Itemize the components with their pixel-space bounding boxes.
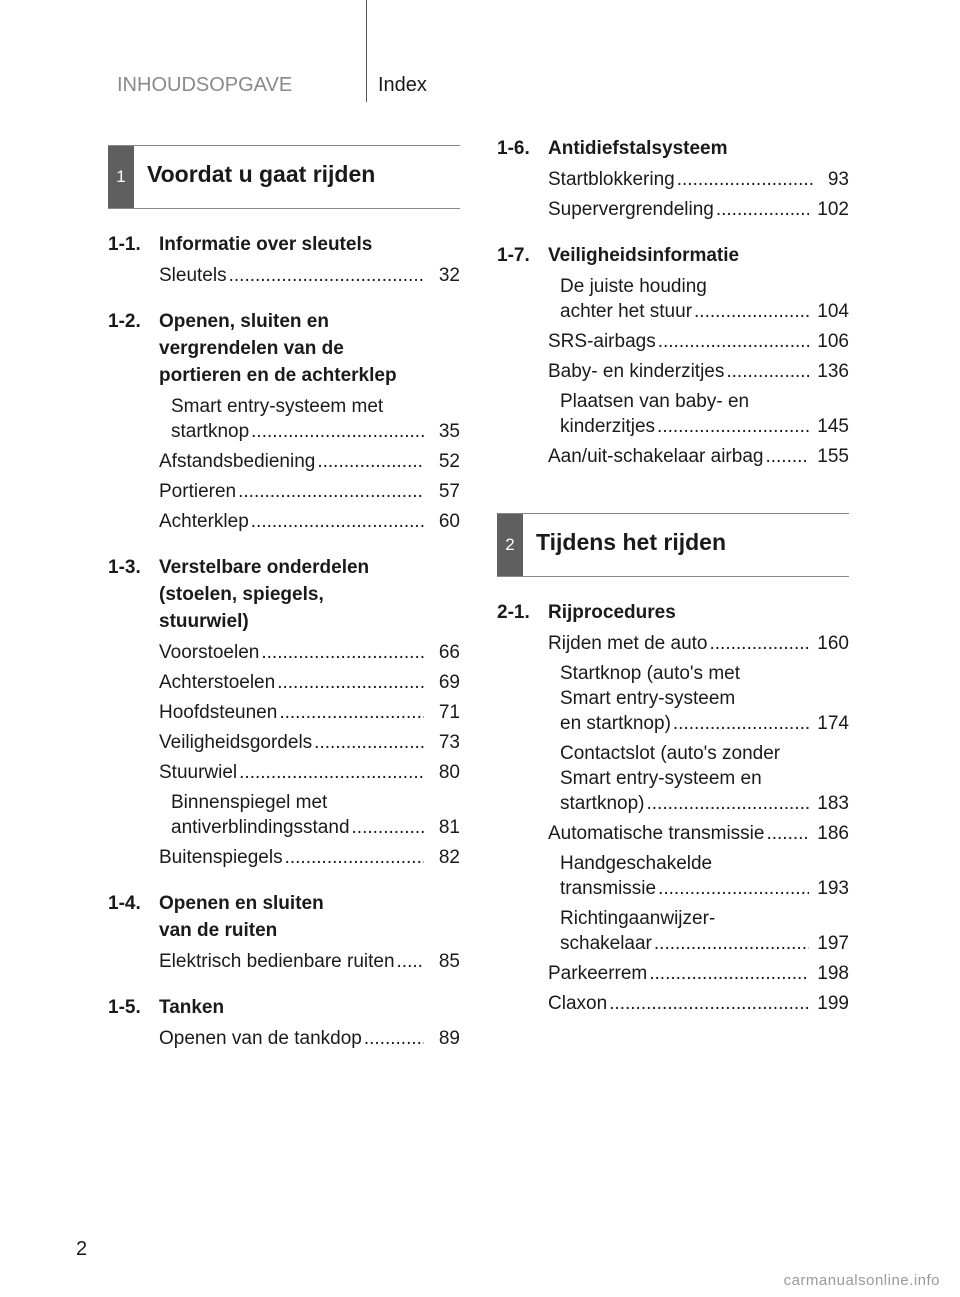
group-title-line: Antidiefstalsysteem	[548, 138, 728, 159]
entry-row	[159, 760, 460, 785]
toc-entry-link[interactable]	[108, 479, 460, 504]
toc-entry-link[interactable]	[497, 197, 849, 222]
entry-page-number: 174	[817, 713, 849, 734]
entry-page-number: 60	[438, 511, 460, 532]
entry-text-line: Sleutels	[159, 265, 227, 286]
dot-leader	[364, 1026, 424, 1051]
entry-text-line: De juiste houding	[560, 276, 707, 297]
entry-row	[159, 700, 460, 725]
entry-text-line: Voorstoelen	[159, 642, 260, 663]
group-title-line: Rijprocedures	[548, 602, 676, 623]
entry-page-number: 82	[438, 847, 460, 868]
entry-text-line: Smart entry-systeem	[560, 688, 736, 709]
entry-page-number: 183	[817, 793, 849, 814]
entry-page-number: 198	[817, 963, 849, 984]
group-title	[159, 308, 460, 389]
toc-entry-link[interactable]	[108, 949, 460, 974]
entry-row	[159, 449, 460, 474]
entry-page-number: 69	[438, 672, 460, 693]
entry-page-number: 199	[817, 993, 849, 1014]
toc-column-right-top	[497, 135, 849, 489]
toc-entry-link[interactable]	[108, 1026, 460, 1051]
entry-row	[548, 821, 849, 846]
nav-index-link[interactable]: Index	[378, 74, 427, 96]
group-title-line: van de ruiten	[159, 920, 278, 941]
group-number: 2-1.	[497, 602, 530, 623]
dot-leader	[352, 815, 424, 840]
entry-row	[548, 991, 849, 1016]
entry-text-line: Claxon	[548, 993, 608, 1014]
toc-entry-link[interactable]	[108, 730, 460, 755]
toc-entry-link[interactable]	[497, 389, 849, 439]
group-heading	[108, 231, 460, 258]
entry-row	[159, 419, 460, 444]
toc-entry-link[interactable]	[497, 961, 849, 986]
entry-page-number: 193	[817, 878, 849, 899]
nav-contents-link[interactable]: INHOUDSOPGAVE	[117, 74, 293, 96]
group-heading	[497, 599, 849, 626]
entry-page-number: 85	[438, 951, 460, 972]
entry-row	[548, 299, 849, 324]
entry-text-line: Binnenspiegel met	[171, 792, 328, 813]
group-number: 1-1.	[108, 234, 141, 255]
group-title	[548, 135, 849, 162]
dot-leader	[694, 299, 809, 324]
entry-row	[548, 167, 849, 192]
entry-page-number: 80	[438, 762, 460, 783]
entry-page-number: 102	[817, 199, 849, 220]
toc-entry-link[interactable]	[497, 991, 849, 1016]
entry-page-number: 104	[817, 301, 849, 322]
dot-leader	[657, 414, 809, 439]
section-header-2	[497, 513, 849, 577]
entry-page-number: 93	[827, 169, 849, 190]
dot-leader	[277, 670, 424, 695]
toc-group	[497, 599, 849, 1016]
entry-text-line: Handgeschakelde	[560, 853, 713, 874]
entry-row	[548, 414, 849, 439]
entry-row	[548, 961, 849, 986]
dot-leader	[251, 509, 424, 534]
entry-row	[548, 329, 849, 354]
entry-row	[159, 670, 460, 695]
toc-entry-link[interactable]	[108, 760, 460, 785]
entry-text-line: Veiligheidsgordels	[159, 732, 313, 753]
section-number: 1	[108, 146, 134, 208]
entry-row	[548, 711, 849, 736]
toc-column-left	[108, 231, 460, 1071]
dot-leader	[285, 845, 424, 870]
dot-leader	[765, 444, 809, 469]
entry-text-line: Startblokkering	[548, 169, 675, 190]
dot-leader	[654, 931, 809, 956]
group-title-line: Veiligheidsinformatie	[548, 245, 740, 266]
group-title-line: stuurwiel)	[159, 611, 249, 632]
entry-text-line: Automatische transmissie	[548, 823, 765, 844]
toc-entry-link[interactable]	[108, 640, 460, 665]
group-heading	[108, 994, 460, 1021]
entry-page-number: 89	[438, 1028, 460, 1049]
dot-leader	[658, 876, 809, 901]
toc-entry-link[interactable]	[108, 700, 460, 725]
group-title-line: Tanken	[159, 997, 225, 1018]
toc-group	[108, 308, 460, 534]
dot-leader	[649, 961, 809, 986]
group-title-line: Informatie over sleutels	[159, 234, 373, 255]
section-number: 2	[497, 514, 523, 576]
group-title-line: Verstelbare onderdelen	[159, 557, 370, 578]
page-number: 2	[76, 1238, 88, 1260]
entry-text-line: Richtingaanwijzer-	[560, 908, 716, 929]
entry-page-number: 160	[817, 633, 849, 654]
section-title: Tijdens het rijden	[536, 529, 726, 555]
entry-row	[548, 631, 849, 656]
entry-text-line: en startknop)	[560, 713, 671, 734]
toc-column-right-bottom	[497, 599, 849, 1036]
dot-leader	[261, 640, 424, 665]
toc-entry-link[interactable]	[108, 263, 460, 288]
toc-entry-link[interactable]	[497, 274, 849, 324]
group-title	[159, 554, 460, 635]
dot-leader	[279, 700, 424, 725]
dot-leader	[646, 791, 809, 816]
toc-group	[108, 231, 460, 288]
toc-entry-link[interactable]	[497, 851, 849, 901]
entry-text-line: Smart entry-systeem met	[171, 396, 384, 417]
group-title	[159, 231, 460, 258]
toc-entry-link[interactable]	[108, 449, 460, 474]
toc-group	[108, 890, 460, 974]
toc-entry-link[interactable]	[497, 329, 849, 354]
group-heading	[497, 135, 849, 162]
entry-page-number: 136	[817, 361, 849, 382]
toc-entry-link[interactable]	[497, 821, 849, 846]
entry-text-line: Contactslot (auto's zonder	[560, 743, 781, 764]
entry-text-line: Afstandsbediening	[159, 451, 316, 472]
group-number: 1-2.	[108, 311, 141, 332]
group-number: 1-7.	[497, 245, 530, 266]
entry-row	[159, 479, 460, 504]
dot-leader	[239, 760, 424, 785]
group-title-line: vergrendelen van de	[159, 338, 344, 359]
group-title	[159, 890, 460, 944]
entry-page-number: 81	[438, 817, 460, 838]
entry-row	[159, 845, 460, 870]
entry-row	[548, 197, 849, 222]
section-header-1	[108, 145, 460, 209]
entry-row	[159, 1026, 460, 1051]
entry-text-line: SRS-airbags	[548, 331, 656, 352]
group-heading	[108, 554, 460, 635]
group-title	[159, 994, 460, 1021]
toc-entry-link[interactable]	[108, 670, 460, 695]
entry-text-line: achter het stuur	[560, 301, 693, 322]
dot-leader	[658, 329, 810, 354]
entry-row	[159, 263, 460, 288]
toc-entry-link[interactable]	[497, 631, 849, 656]
watermark: carmanualsonline.info	[783, 1272, 940, 1289]
entry-page-number: 35	[438, 421, 460, 442]
dot-leader	[229, 263, 424, 288]
dot-leader	[726, 359, 809, 384]
dot-leader	[766, 821, 809, 846]
entry-text-line: Supervergrendeling	[548, 199, 714, 220]
entry-text-line: transmissie	[560, 878, 657, 899]
toc-group	[108, 554, 460, 870]
toc-group	[108, 994, 460, 1051]
entry-text-line: Startknop (auto's met	[560, 663, 740, 684]
dot-leader	[251, 419, 424, 444]
entry-page-number: 197	[817, 933, 849, 954]
entry-text-line: Baby- en kinderzitjes	[548, 361, 725, 382]
group-title	[548, 599, 849, 626]
entry-text-line: Buitenspiegels	[159, 847, 283, 868]
toc-entry-link[interactable]	[108, 790, 460, 840]
entry-page-number: 32	[438, 265, 460, 286]
dot-leader	[716, 197, 809, 222]
dot-leader	[317, 449, 424, 474]
entry-page-number: 52	[438, 451, 460, 472]
entry-page-number: 145	[817, 416, 849, 437]
entry-text-line: schakelaar	[560, 933, 652, 954]
entry-page-number: 106	[817, 331, 849, 352]
group-title-line: (stoelen, spiegels,	[159, 584, 324, 605]
nav-divider	[366, 0, 367, 102]
entry-row	[548, 791, 849, 816]
dot-leader	[314, 730, 424, 755]
entry-row	[548, 931, 849, 956]
group-title-line: portieren en de achterklep	[159, 365, 397, 386]
group-title-line: Openen en sluiten	[159, 893, 324, 914]
entry-row	[548, 359, 849, 384]
entry-row	[159, 640, 460, 665]
entry-text-line: kinderzitjes	[560, 416, 656, 437]
group-number: 1-4.	[108, 893, 141, 914]
dot-leader	[238, 479, 424, 504]
entry-text-line: Hoofdsteunen	[159, 702, 278, 723]
entry-text-line: Achterstoelen	[159, 672, 276, 693]
entry-text-line: startknop)	[560, 793, 645, 814]
toc-entry-link[interactable]	[108, 394, 460, 444]
toc-entry-link[interactable]	[497, 444, 849, 469]
entry-text-line: Stuurwiel	[159, 762, 238, 783]
entry-text-line: Portieren	[159, 481, 237, 502]
group-number: 1-3.	[108, 557, 141, 578]
entry-text-line: Openen van de tankdop	[159, 1028, 362, 1049]
entry-text-line: Plaatsen van baby- en	[560, 391, 750, 412]
entry-row	[159, 730, 460, 755]
entry-row	[159, 509, 460, 534]
entry-page-number: 57	[438, 481, 460, 502]
entry-text-line: Achterklep	[159, 511, 249, 532]
dot-leader	[609, 991, 809, 1016]
entry-text-line: Elektrisch bedienbare ruiten	[159, 951, 395, 972]
entry-row	[159, 815, 460, 840]
dot-leader	[673, 711, 809, 736]
group-number: 1-5.	[108, 997, 141, 1018]
entry-text-line: startknop	[171, 421, 250, 442]
group-title-line: Openen, sluiten en	[159, 311, 329, 332]
dot-leader	[397, 949, 424, 974]
toc-entry-link[interactable]	[497, 661, 849, 736]
group-heading	[497, 242, 849, 269]
section-title: Voordat u gaat rijden	[147, 161, 376, 187]
entry-page-number: 155	[817, 446, 849, 467]
toc-group	[497, 242, 849, 469]
dot-leader	[677, 167, 813, 192]
entry-page-number: 73	[438, 732, 460, 753]
group-heading	[108, 308, 460, 389]
entry-row	[159, 949, 460, 974]
group-title	[548, 242, 849, 269]
entry-page-number: 71	[438, 702, 460, 723]
toc-entry-link[interactable]	[497, 906, 849, 956]
toc-entry-link[interactable]	[497, 741, 849, 816]
dot-leader	[710, 631, 810, 656]
entry-text-line: Smart entry-systeem en	[560, 768, 762, 789]
toc-entry-link[interactable]	[108, 845, 460, 870]
toc-entry-link[interactable]	[497, 359, 849, 384]
entry-text-line: Aan/uit-schakelaar airbag	[548, 446, 764, 467]
entry-row	[548, 444, 849, 469]
group-number: 1-6.	[497, 138, 530, 159]
entry-row	[548, 876, 849, 901]
toc-entry-link[interactable]	[497, 167, 849, 192]
entry-page-number: 186	[817, 823, 849, 844]
toc-entry-link[interactable]	[108, 509, 460, 534]
group-heading	[108, 890, 460, 944]
entry-text-line: antiverblindingsstand	[171, 817, 350, 838]
entry-text-line: Rijden met de auto	[548, 633, 708, 654]
entry-page-number: 66	[438, 642, 460, 663]
entry-text-line: Parkeerrem	[548, 963, 648, 984]
toc-group	[497, 135, 849, 222]
